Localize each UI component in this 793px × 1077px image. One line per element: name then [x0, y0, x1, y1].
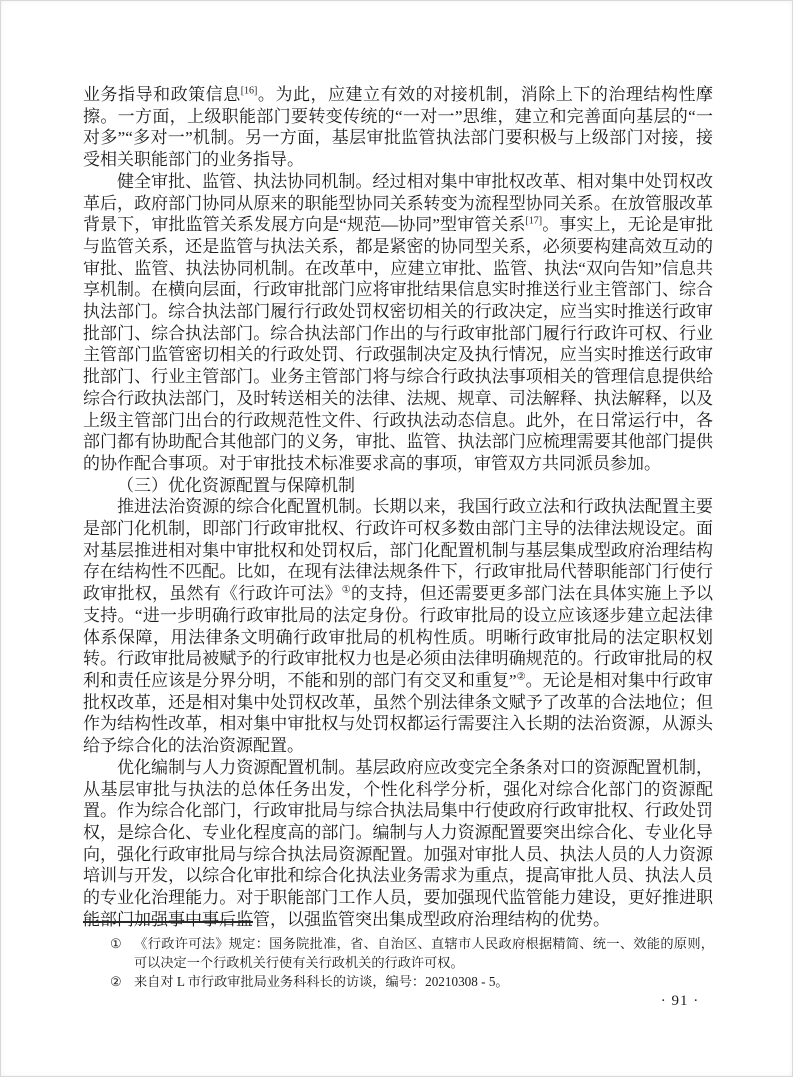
footnote-ref-1: ① [341, 584, 351, 596]
paragraph-staffing: 优化编制与人力资源配置机制。基层政府应改变完全条条对口的资源配置机制，从基层审批与执法的总体任务出发，个性化科学分析，强化对综合化部门的资源配置。作为综合化部门，行政审批局与综合执法局集中行使政府行政审批权、行政处罚权，是综合化、专业化程度高的部门。编制与人力资源配置要突出综合化、专业化导向，强化行政审批局与综合执法局资源配置。加强对审批人员、执法人员的人力资源培训与开发，以综合化审批和综合化执法业务需求为重点，提高审批人员、执法人员的专业化治理能力。对于职能部门工作人员，要加强现代监管能力建设，更好推进职能部门加强事中事后监管，以强监管突出集成型政府治理结构的优势。 [83, 757, 713, 929]
footnote-separator [83, 921, 253, 923]
paragraph-legal-resources [83, 496, 713, 756]
footnote-marker: ② [110, 974, 122, 989]
page-body [83, 84, 713, 930]
paragraph-text: 。无论是相对集中行政审批权改革，还是相对集中处罚权改革，虽然个别法律条文赋予了改革的合法地位；但作为结构性改革，相对集中审批权与处罚权都运行需要注入长期的法治资源，从源头给予综合化的法治资源配置。 [83, 670, 714, 756]
citation-ref-16: [16] [240, 85, 258, 97]
section-heading: （三）优化资源配置与保障机制 [117, 475, 355, 495]
paragraph-coordination [83, 171, 713, 475]
paragraph-guidance [83, 84, 713, 171]
footnote-item [110, 934, 714, 972]
paragraph-text: 推进法治资源的综合化配置机制。长期以来，我国行政立法和行政执法配置主要是部门化机制，即部门行政审批权、行政许可权多数由部门主导的法律法规设定。面对基层推进相对集中审批权和处罚权后，部门化配置机制与基层集成型政府治理结构存在结构性不匹配。比如，在现有法律法规条件下，行政审批局代替职能部门行使行政审批权，虽然有《行政许可法》 [83, 497, 713, 604]
paragraph-text: 。事实上，无论是审批与监管关系，还是监管与执法关系，都是紧密的协同型关系，必须要构建高效互动的审批、监管、执法协同机制。在改革中，应建立审批、监管、执法“双向告知”信息共享机制。在横向层面，行政审批部门应将审批结果信息实时推送行业主管部门、综合执法部门。综合执法部门履行行政处罚权密切相关的行政决定，应当实时推送行政审批部门、综合执法部门。综合执法部门作出的与行政审批部门履行行政许可权、行业主管部门监管密切相关的行政处罚、行政强制决定及执行情况，应当实时推送行政审批部门、行业主管部门。业务主管部门将与综合行政执法事项相关的管理信息提供给综合行政执法部门，及时转送相关的法律、法规、规章、司法解释、执法解释，以及上级主管部门出台的行政规范性文件、行政执法动态信息。此外，在日常运行中，各部门都有协助配合其他部门的义务，审批、监管、执法部门应梳理需要其他部门提供的协作配合事项。对于审批技术标准要求高的事项，审管双方共同派员参加。 [83, 215, 713, 473]
footnote-text: 来自对 L 市行政审批局业务科科长的访谈，编号：20210308 - 5。 [134, 974, 509, 989]
footnote-ref-2: ② [516, 671, 526, 683]
paragraph-text: 业务指导和政策信息 [83, 85, 241, 104]
footnotes-section [110, 934, 714, 991]
page-number: · 91 · [660, 993, 700, 1009]
paragraph-text: 。为此，应建立有效的对接机制，消除上下的治理结构性摩擦。一方面，上级职能部门要转变传统的“一对一”思维，建立和完善面向基层的“一对多”“多对一”机制。另一方面，基层审批监管执法部门要积极与上级部门对接，接受相关职能部门的业务指导。 [83, 85, 714, 170]
footnote-marker: ① [110, 936, 122, 951]
paragraph-text: 的支持，但还需要更多部门法在具体实施上予以支持。“进一步明确行政审批局的法定身份。行政审批局的设立应该逐步建立起法律体系保障，用法律条文明确行政审批局的机构性质。明晰行政审批局的法定职权划转。行政审批局被赋予的行政审批权力也是必须由法律明确规范的。行政审批局的权利和责任应该是分界分明，不能和别的部门有交叉和重复” [83, 584, 714, 690]
citation-ref-17: [17] [525, 215, 543, 227]
paragraph-text: 健全审批、监管、执法协同机制。经过相对集中审批权改革、相对集中处罚权改革后，政府部门协同从原来的职能型协同关系转变为流程型协同关系。在放管服改革背景下，审批监管关系发展方向是“规范—协同”型审管关系 [83, 171, 713, 235]
footnote-item [110, 972, 714, 991]
footnote-text: 《行政许可法》规定：国务院批准，省、自治区、直辖市人民政府根据精简、统一、效能的原则，可以决定一个行政机关行使有关行政机关的行政许可权。 [134, 936, 714, 970]
